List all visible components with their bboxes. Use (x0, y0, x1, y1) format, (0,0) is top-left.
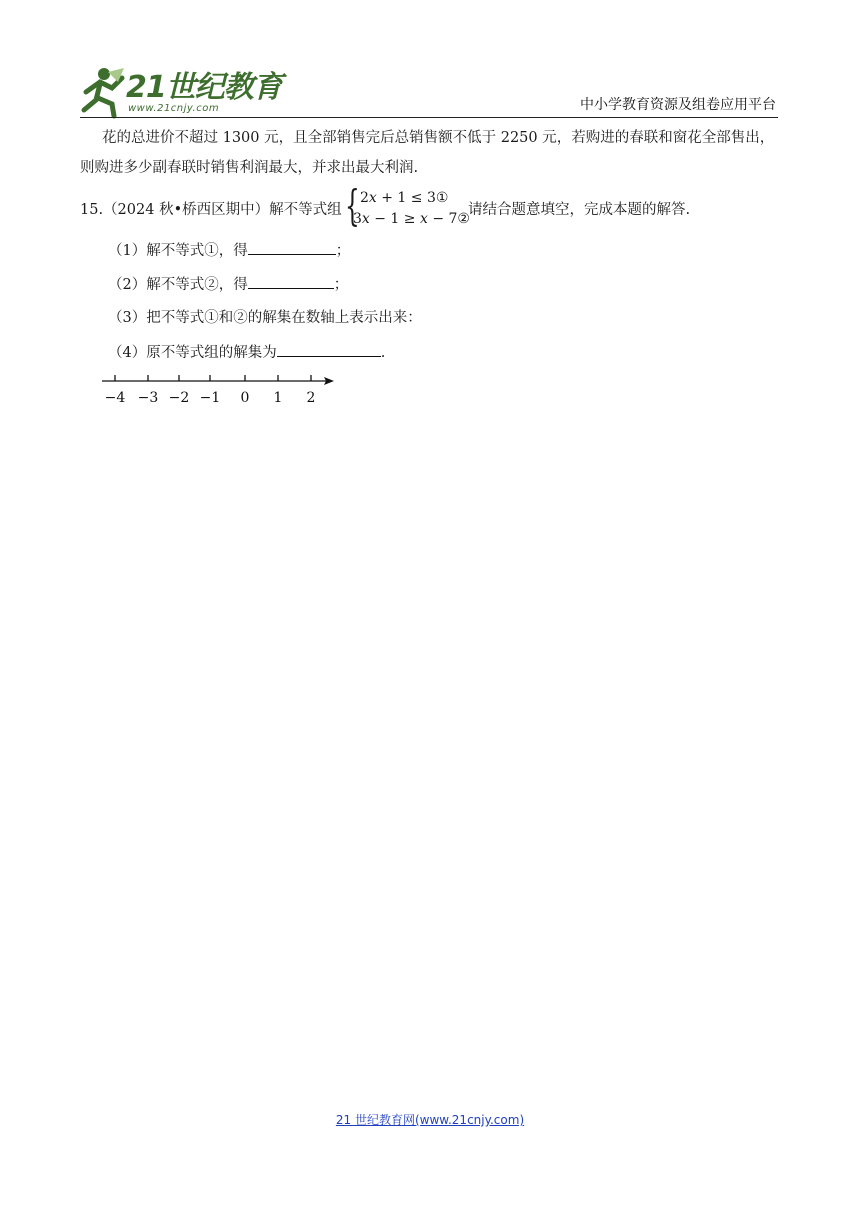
number-line-tick-label: 0 (240, 390, 250, 406)
q15-suffix: 请结合题意填空，完成本题的解答. (468, 202, 691, 218)
answer-blank-4[interactable] (277, 342, 381, 357)
number-line-tick-label: −2 (168, 390, 190, 406)
q14-text-line1: 花的总进价不超过 1300 元，且全部销售完后总销售额不低于 2250 元，若购进的春联和窗花全部售出， (102, 130, 775, 146)
logo-text: 21世纪教育 (126, 70, 282, 105)
inequality-1: 2𝑥 + 1 ≤ 3① (360, 190, 449, 206)
number-line-tick-label: 2 (306, 390, 316, 406)
number-line-ticks (105, 375, 316, 406)
q15-sub4 (108, 342, 385, 363)
number-line (100, 370, 340, 410)
q15-sub3: （3）把不等式①和②的解集在数轴上表示出来： (108, 310, 422, 326)
answer-blank-1[interactable] (248, 240, 336, 255)
number-line-tick-label: −1 (199, 390, 221, 406)
system-brace: { (345, 181, 360, 230)
q15-sub4-end: . (380, 345, 386, 361)
answer-blank-2[interactable] (248, 274, 334, 289)
q15-sub2-label: （2）解不等式②，得 (108, 277, 248, 293)
q15-sub1-label: （1）解不等式①，得 (108, 243, 248, 259)
header-divider (80, 117, 778, 118)
q15-sub4-label: （4）原不等式组的解集为 (108, 345, 277, 361)
q15-prefix: 15.（2024 秋•桥西区期中）解不等式组 (80, 202, 342, 218)
footer-link[interactable]: 21 世纪教育网(www.21cnjy.com) (335, 1113, 525, 1127)
inequality-2: 3𝑥 − 1 ≥ 𝑥 − 7② (353, 211, 470, 227)
q15-sub2-end: ； (333, 277, 349, 293)
footer (0, 1112, 860, 1128)
number-line-tick-label: −3 (137, 390, 159, 406)
q15-sub1 (108, 240, 350, 261)
platform-title: 中小学教育资源及组卷应用平台 (580, 97, 776, 113)
q14-text-line2: 则购进多少副春联时销售利润最大，并求出最大利润. (80, 160, 419, 176)
q15-sub1-end: ； (335, 243, 351, 259)
number-line-tick-label: 1 (273, 390, 283, 406)
inequality-system (345, 181, 470, 233)
logo-url: www.21cnjy.com (128, 103, 220, 114)
q15-sub2 (108, 274, 348, 295)
number-line-tick-label: −4 (104, 390, 126, 406)
